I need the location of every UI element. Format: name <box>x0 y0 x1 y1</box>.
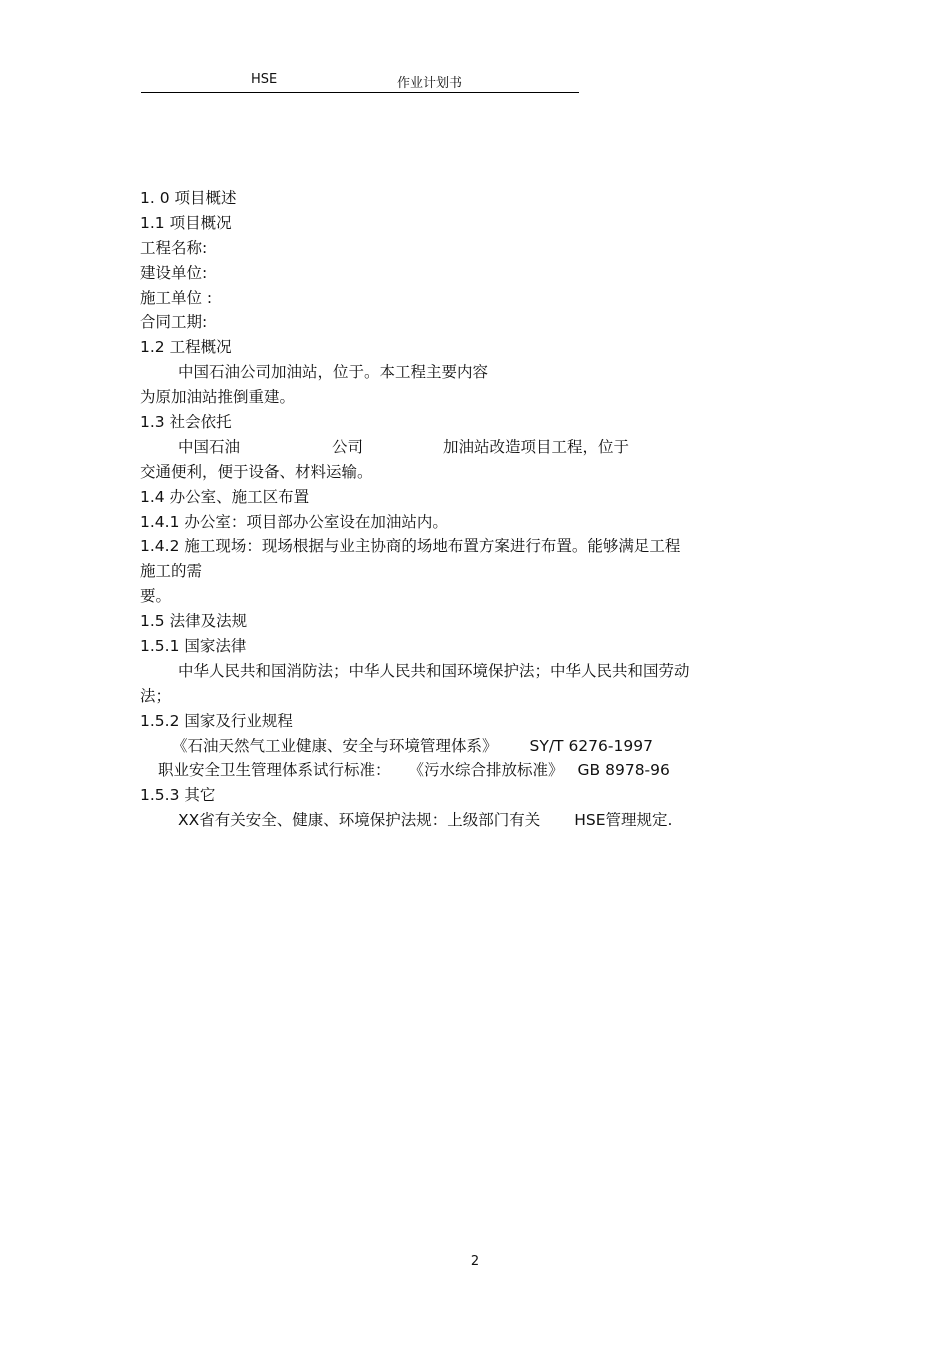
national-laws-line-2: 法； <box>140 686 172 705</box>
field-owner: 建设单位: <box>140 263 208 282</box>
section-heading-1-4: 1.4 办公室、施工区布置 <box>140 487 310 506</box>
project-overview-line-1: 中国石油公司加油站，位于。本工程主要内容 <box>178 363 489 382</box>
section-heading-1-3: 1.3 社会依托 <box>140 413 232 432</box>
section-1-5-1: 1.5.1 国家法律 <box>140 637 247 656</box>
standard-hse-title: 《石油天然气工业健康、安全与环境管理体系》 <box>172 736 498 755</box>
page-number: 2 <box>470 1254 480 1269</box>
page-header <box>141 70 579 93</box>
section-1-4-2-cont-2: 要。 <box>140 587 172 606</box>
section-1-5-3: 1.5.3 其它 <box>140 786 216 805</box>
field-project-name: 工程名称: <box>140 238 208 257</box>
other-regulations-part-1: XX省有关安全、健康、环境保护法规：上级部门有关 <box>178 811 541 830</box>
other-regulations-part-2: HSE管理规定. <box>574 811 673 830</box>
social-support-line-1 <box>140 435 780 460</box>
standard-ohs-title: 职业安全卫生管理体系试行标准： <box>158 761 391 780</box>
field-contract-period: 合同工期: <box>140 313 208 332</box>
section-1-4-2: 1.4.2 施工现场：现场根据与业主协商的场地布置方案进行布置。能够满足工程 <box>140 537 681 556</box>
industry-standard-line-2 <box>140 758 780 783</box>
section-1-4-2-cont-1: 施工的需 <box>140 562 203 581</box>
section-heading-1-1: 1.1 项目概况 <box>140 213 232 232</box>
section-heading-1-5: 1.5 法律及法规 <box>140 612 248 631</box>
section-heading-1-2: 1.2 工程概况 <box>140 338 232 357</box>
social-support-part-2: 公司 <box>332 437 364 456</box>
document-body <box>140 186 780 833</box>
social-support-part-1: 中国石油 <box>178 437 241 456</box>
project-overview-line-2: 为原加油站推倒重建。 <box>140 388 296 407</box>
field-contractor: 施工单位 : <box>140 288 213 307</box>
social-support-part-3: 加油站改造项目工程，位于 <box>443 437 630 456</box>
header-left-text: HSE <box>251 72 278 87</box>
standard-hse-code: SY/T 6276-1997 <box>529 736 653 755</box>
social-support-line-2: 交通便利，便于设备、材料运输。 <box>140 462 373 481</box>
section-heading-1-0: 1. 0 项目概述 <box>140 189 237 207</box>
standard-sewage-code: GB 8978-96 <box>577 761 670 780</box>
standard-sewage-title: 《污水综合排放标准》 <box>408 761 564 780</box>
industry-standard-line-1 <box>140 734 780 759</box>
section-1-5-2: 1.5.2 国家及行业规程 <box>140 711 293 730</box>
other-regulations-line <box>140 808 780 833</box>
section-1-4-1: 1.4.1 办公室：项目部办公室设在加油站内。 <box>140 512 448 531</box>
header-right-text: 作业计划书 <box>397 76 463 91</box>
national-laws-line-1: 中华人民共和国消防法；中华人民共和国环境保护法；中华人民共和国劳动 <box>178 661 690 680</box>
